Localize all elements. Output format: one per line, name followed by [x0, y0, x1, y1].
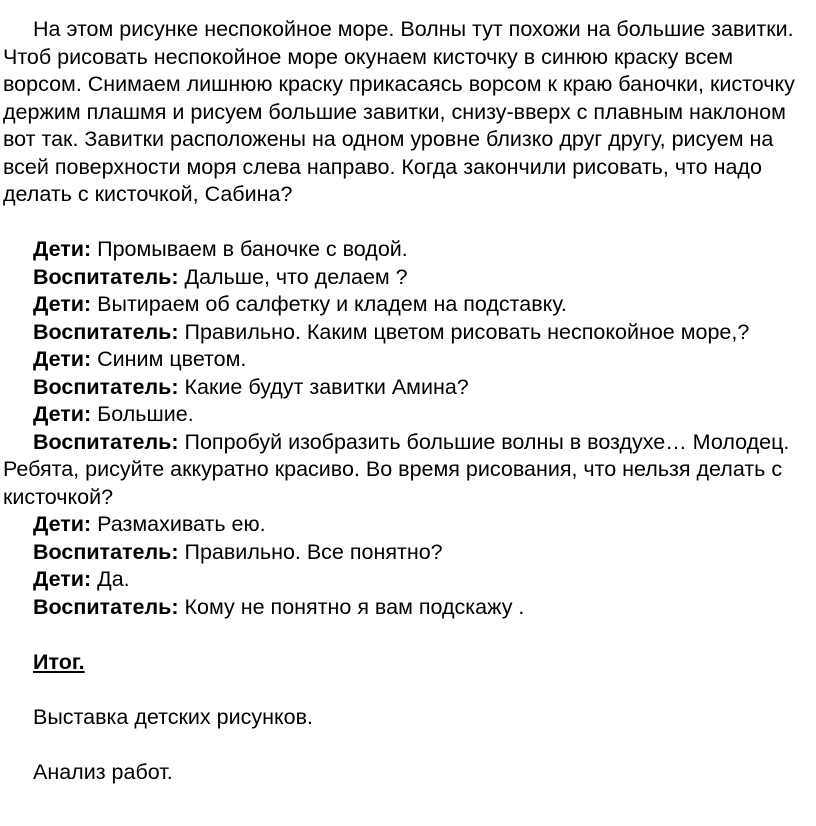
speaker-label: Воспитатель: [33, 594, 179, 619]
speaker-label: Воспитатель: [33, 264, 179, 289]
dialogue-line [3, 236, 796, 264]
dialogue-line [3, 511, 796, 539]
dialogue-text: Какие будут завитки Амина? [178, 374, 469, 399]
dialogue-text: Да. [91, 567, 130, 591]
speaker-label: Воспитатель: [33, 374, 179, 399]
dialogue-line [3, 401, 796, 429]
dialogue-text: Синим цветом. [91, 347, 247, 371]
dialogue [3, 236, 796, 621]
dialogue-line [3, 264, 796, 292]
dialogue-text: Дальше, что делаем ? [178, 264, 408, 289]
intro-paragraph: На этом рисунке неспокойное море. Волны тут похожи на большие завитки. Чтоб рисовать неспокойное море окунаем кисточку в синюю краску всем ворсом. Снимаем лишнюю краску прикасаясь ворсом к краю баночки, кисточку держим плашмя и рисуем большие завитки, снизу-вверх с плавным наклоном вот так. Завитки расположены на одном уровне близко друг другу, рисуем на всей поверхности моря слева направо. Когда закончили рисовать, что надо делать с кисточкой, Сабина? [3, 17, 795, 206]
dialogue-line [3, 374, 796, 402]
speaker-label: Воспитатель: [33, 319, 179, 344]
speaker-label: Дети: [33, 512, 92, 536]
dialogue-line [3, 539, 796, 567]
speaker-label: Дети: [33, 402, 92, 426]
dialogue-text: Большие. [91, 402, 194, 426]
dialogue-text: Кому не понятно я вам подскажу . [178, 594, 525, 619]
dialogue-text: Правильно. Все понятно? [178, 539, 443, 564]
dialogue-line [3, 594, 796, 622]
speaker-label: Дети: [33, 567, 92, 591]
summary-item: Анализ работ. [33, 759, 173, 784]
speaker-label: Дети: [33, 292, 92, 316]
dialogue-line [3, 346, 796, 374]
dialogue-line [3, 319, 796, 347]
dialogue-line [3, 566, 796, 594]
dialogue-text: Правильно. Каким цветом рисовать неспокойное море,? [178, 319, 750, 344]
spacer [3, 731, 796, 759]
speaker-label: Воспитатель: [33, 429, 179, 454]
dialogue-line [3, 429, 796, 512]
summary-item: Выставка детских рисунков. [33, 704, 313, 729]
speaker-label: Дети: [33, 347, 92, 371]
dialogue-text: Вытираем об салфетку и кладем на подставку. [91, 292, 567, 316]
speaker-label: Дети: [33, 237, 92, 261]
dialogue-line [3, 291, 796, 319]
dialogue-text: Размахивать ею. [91, 512, 266, 536]
dialogue-text: Промываем в баночке с водой. [91, 237, 408, 261]
summary-heading: Итог. [33, 649, 85, 674]
dialogue-text: Попробуй изобразить большие волны в воздухе… Молодец. Ребята, рисуйте аккуратно красиво. Во время рисования, что нельзя делать с кисточкой? [3, 429, 790, 509]
speaker-label: Воспитатель: [33, 539, 179, 564]
